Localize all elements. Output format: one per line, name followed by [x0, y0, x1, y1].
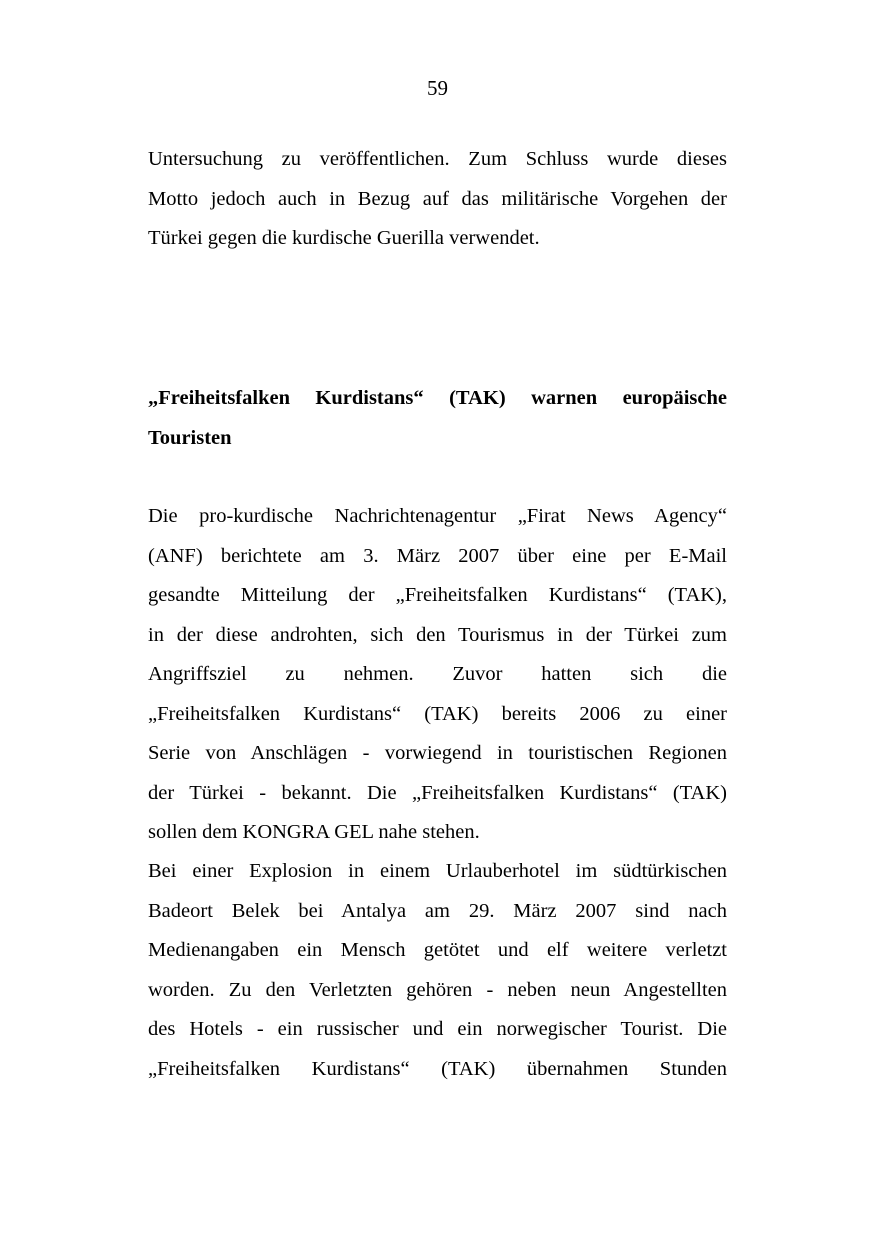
- heading-line: Touristen: [148, 426, 232, 449]
- text-line: Türkei gegen die kurdische Guerilla verwendet.: [148, 227, 540, 249]
- text-line: worden. Zu den Verletzten gehören - neben neun Angestellten: [148, 978, 727, 1001]
- text-line: gesandte Mitteilung der „Freiheitsfalken Kurdistans“ (TAK),: [148, 584, 727, 606]
- text-line: „Freiheitsfalken Kurdistans“ (TAK) übernahmen Stunden: [148, 1057, 727, 1080]
- text-line: sollen dem KONGRA GEL nahe stehen.: [148, 821, 480, 843]
- body-paragraph-1: [148, 497, 727, 853]
- section-heading: [148, 379, 727, 458]
- text-line: in der diese androhten, sich den Tourismus in der Türkei zum: [148, 623, 727, 646]
- text-line: Motto jedoch auch in Bezug auf das militärische Vorgehen der: [148, 187, 727, 210]
- text-line: (ANF) berichtete am 3. März 2007 über eine per E-Mail: [148, 544, 727, 567]
- text-line: Serie von Anschlägen - vorwiegend in touristischen Regionen: [148, 742, 727, 764]
- heading-line: „Freiheitsfalken Kurdistans“ (TAK) warnen europäische: [148, 387, 727, 409]
- body-paragraph-2: [148, 852, 727, 1089]
- text-line: Angriffsziel zu nehmen. Zuvor hatten sich die: [148, 663, 727, 685]
- text-line: Bei einer Explosion in einem Urlauberhotel im südtürkischen: [148, 860, 727, 882]
- intro-paragraph: [148, 140, 727, 259]
- text-line: des Hotels - ein russischer und ein norwegischer Tourist. Die: [148, 1018, 727, 1040]
- text-line: Medienangaben ein Mensch getötet und elf weitere verletzt: [148, 939, 727, 961]
- text-line: Untersuchung zu veröffentlichen. Zum Schluss wurde dieses: [148, 148, 727, 170]
- text-line: „Freiheitsfalken Kurdistans“ (TAK) bereits 2006 zu einer: [148, 702, 727, 725]
- page-number: 59: [427, 76, 448, 100]
- text-line: Badeort Belek bei Antalya am 29. März 2007 sind nach: [148, 899, 727, 922]
- text-line: der Türkei - bekannt. Die „Freiheitsfalken Kurdistans“ (TAK): [148, 781, 727, 804]
- text-line: Die pro-kurdische Nachrichtenagentur „Firat News Agency“: [148, 505, 727, 527]
